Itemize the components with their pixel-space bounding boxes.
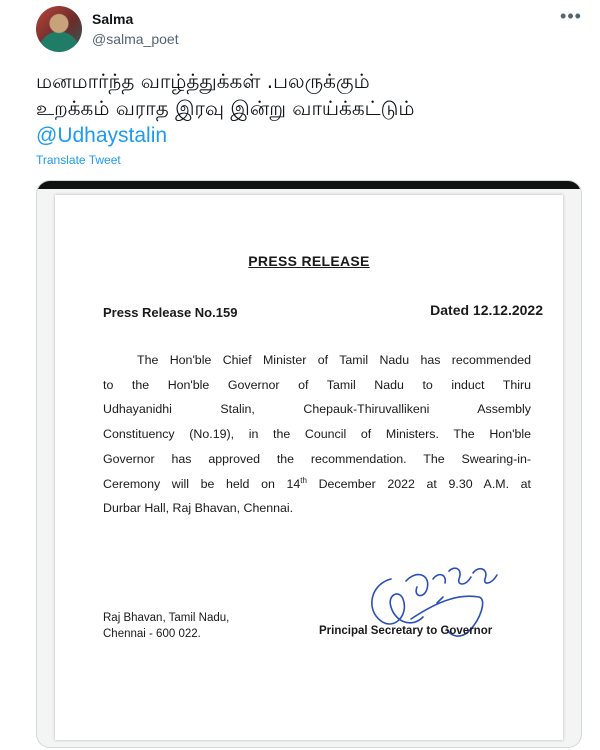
body-line: Durbar Hall, Raj Bhavan, Chennai. (103, 501, 294, 516)
body-line: Udhayanidhi Stalin, Chepauk-Thiruvallikeni Assembly (103, 402, 531, 417)
user-handle[interactable]: @salma_poet (92, 31, 179, 47)
release-number: Press Release No.159 (103, 305, 238, 320)
tweet-text-line: உறக்கம் வராத இரவு இன்று வாய்க்கட்டும் (36, 96, 415, 120)
display-name[interactable]: Salma (92, 11, 134, 27)
body-line: The Hon'ble Chief Minister of Tamil Nadu has recommended (137, 353, 531, 367)
avatar[interactable] (36, 6, 82, 52)
user-names[interactable] (92, 11, 179, 47)
mention-link[interactable]: @Udhaystalin (36, 124, 168, 147)
tweet-media-image[interactable] (36, 180, 582, 748)
translate-tweet-link[interactable]: Translate Tweet (36, 153, 121, 167)
document-body (103, 348, 531, 521)
document-title: PRESS RELEASE (248, 253, 370, 269)
more-horizontal-icon[interactable]: ••• (560, 6, 582, 26)
tweet-text (36, 68, 576, 149)
body-line: Ceremony will be held on 14th December 2022 at 9.30 A.M. at (103, 475, 531, 491)
body-line: Constituency (No.19), in the Council of Ministers. The Hon'ble (103, 427, 531, 442)
body-line: Governor has approved the recommendation. The Swearing-in- (103, 451, 531, 466)
address-block (103, 610, 229, 642)
release-date: Dated 12.12.2022 (430, 302, 543, 318)
address-line: Chennai - 600 022. (103, 628, 201, 640)
media-top-edge (37, 181, 581, 189)
press-release-document (55, 195, 563, 740)
tweet-text-line: மனமார்ந்த வாழ்த்துக்கள் .பலருக்கும் (36, 69, 370, 93)
address-line: Raj Bhavan, Tamil Nadu, (103, 612, 230, 624)
body-line: to the Hon'ble Governor of Tamil Nadu to induct Thiru (103, 377, 531, 392)
signatory-title: Principal Secretary to Governor (319, 625, 493, 637)
tweet-header (36, 6, 586, 56)
